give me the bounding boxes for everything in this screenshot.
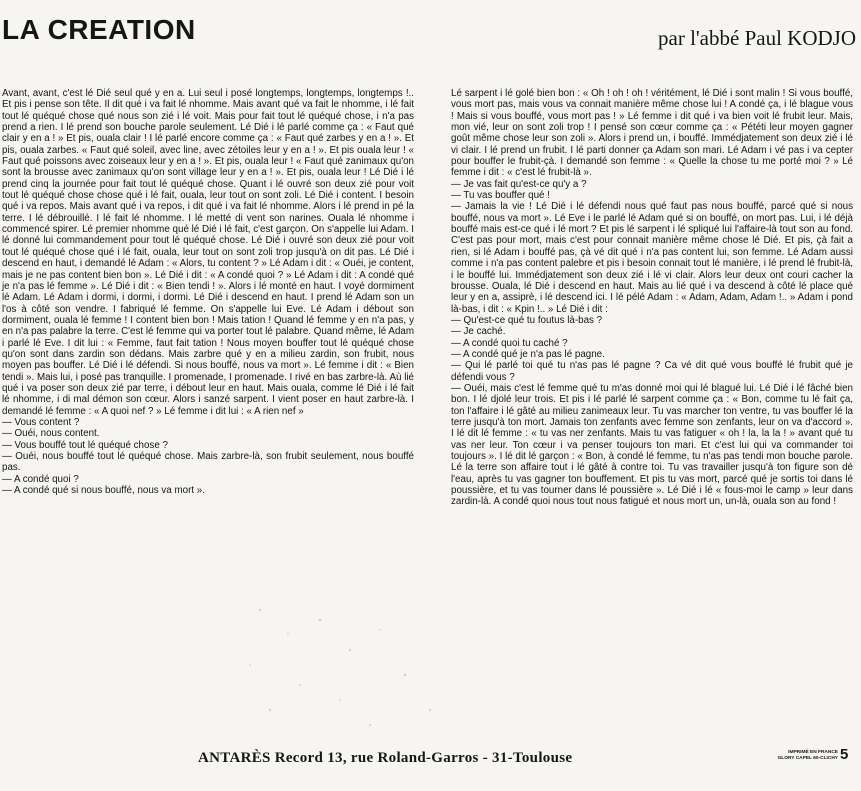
printer-imprint [770, 750, 838, 762]
dialogue-line: — A condé qué je n'a pas lé pagne. [451, 348, 605, 360]
author-byline: par l'abbé Paul KODJO [658, 26, 856, 50]
dialogue-line: — A condé qué si nous bouffé, nous va mort ». [2, 485, 205, 497]
imprint-line: GLORY CAPEL 60-CLICHY [777, 756, 838, 761]
publisher-footer: ANTARÈS Record 13, rue Roland-Garros - 31-Toulouse [198, 750, 573, 766]
paragraph: Avant, avant, c'est lé Dié seul qué y en a. Lui seul i posé longtemps, longtemps, longtemps !.. Et pis i pense son tête. Il dit qué i va fait lé nhomme. Mais avant qué va fait le nhomme, i lé fait tout lé quéqué chose qué nous son zié i lé voit. Mais pour fait tout lé quéqué chose, i n'a pas prend a rien. I lé prend son bouche parole seulement. Lé Dié i lé parlé comme ça : « Faut qué clair y en a ! » Et pis, ouala clair ! I lé parlé encore comme ça : « Faut qué zarbes y en a ! ». Et pis, ouala zarbes. « Faut qué soleil, avec line, avec zétoiles leur y en a ! ». Et pis ouala leur ! « Faut qué poissons avec zoiseaux leur y en a ! ». Et pis, ouala leur ! « Faut qué zanimaux qu'on sont la brousse avec zanimaux qu'on sont village leur y en a ! ». Et pis, ouala leur ! Lé Dié i lé prend cinq la journée pour fait tout lé quéqué chose. Quant i lé ouvré son deux zié pour voit tout lé quéqué chose chose qué i lé fait, ouala, leur tout on sont zoli. Lé Dié i content. I besoin qué i va repos. Mais avant qué i va repos, i dit qué i va fait lé nhomme. Alors i lé prend in pé la terre. I lé débrouillé. I lé fait lé nhomme. I lé metté di vent son narines. Ouala lé nhomme i commencé spirer. Lé premier nhomme qué lé Dié i lé fait, c'est garçon. On s'appelle lui Adam. I lé donné lui commandement pour tout lé quéqué chose. Lé Dié i ouvré son deux zié pour voit tout lé quéqué chose qué i lé fait, ouala, leur tout on sont zoli trop jusqu'à on dit pas. Lé Dié i descend en haut, i demandé lé Adam : « Alors, tu content ? » Lé Adam i dit : « Ouéi, je content, mais je ne pas content bien bon ». Lé Dié i dit : « A condé quoi ? » Lé Adam i dit : A condé qué je n'a pas lé femme ». Lé Dié i dit : « Bien tendi ! ». Alors i lé monté en haut. I voyé dormiment lé Adam. Lé Adam i dormi, i dormi, i dormi. Lé Dié i descend en haut. I prend lé Adam son un l'os à côté son vendre. I fabriqué lé femme. On s'appelle lui Eve. Lé Adam i débout son dormiment, ouala lé femme ! I content bien bon ! Mais tation ! Quand lé femme y en n'a pas, y en n'a pas palabre la terre. C'est lé femme qui va porter tout lé palabre. Quand même, lé Adam i parlé lé Eve. I dit lui : « Femme, faut fait tation ! Nous moyen bouffer tout lé quéqué chose qu'on sont dans zardin son dédans. Mais zarbre qué y en a milieu zardin, son frubit, nous moyen pas bouffer. Lé Dié i lé défendi. Si nous bouffé, nous va mort ». Lé femme i dit : « Bien tendi ». Mais lui, i posé pas tranquille. I promenade, I promenade. I rivé en bas zarbre-là. Aù lié qué i va poser son deux zié par terre, i débout leur en haut. Mais ouala, comme lé Dié i lé fait lé nhomme, i di mal démon son cœur. Alors i sanzé sarpent. I vient poser en haut zarbre-là. I demandé lé femme : « A quoi nef ? » Lé femme i dit lui : « A rien nef » [2, 88, 414, 417]
dialogue-line: — A condé quoi tu caché ? [451, 337, 568, 349]
dialogue-line: — Vous bouffé tout lé quéqué chose ? [2, 439, 168, 451]
dialogue-line: — Ouéi, nous bouffé tout lé quéqué chose. Mais zarbre-là, son frubit seulement, nous bouffé pas. [2, 451, 414, 474]
print-speckle-texture [230, 590, 470, 740]
dialogue-line: — Vous content ? [2, 416, 80, 428]
dialogue-line: — Je caché. [451, 326, 506, 338]
dialogue-line: — Ouéi, nous content. [2, 428, 100, 440]
dialogue-line: — Qui lé parlé toi qué tu n'as pas lé pagne ? Ca vé dit qué vous bouffé lé frubit qué je défendi vous ? [451, 360, 853, 383]
paragraph: — Jamais la vie ! Lé Dié i lé défendi nous qué faut pas nous bouffé, parcé qué si nous bouffé, nous va mort ». Lé Eve i le parlé lé Adam qué si on bouffé, on mort pas. Lui, i lé déjà bouffé mais est-ce qué i lé mort ? Et pis lé sarpent i lé spliqué lui l'affaire-là tout son au fond. C'est pas pour mort, mais c'est pour connait manière même chose lé Dié. Et pis, çà fait a rien, si lé Adam i bouffé pas, çà vé dit qué i n'a pas content lui, son femme. Lé Adam aussi comme i n'a pas content palebre et pis i besoin connait tout lé manière, i lé prend lé frubit-là, i le bouffé lui. Immédjatement son deux zié i lé vi clair. Alors leur deux ont couri cacher la brousse. Ouala, lé Dié i descend en haut. Mais au lié qué i va descend à côté lé place qué leur y en a, assiprè, i lé descend ici. I lé pélé Adam : « Adam, Adam, Adam !.. » Adam i pond là-bas, i dit : « Kpin !.. » Lé Dié i dit : [451, 201, 853, 315]
page-title: LA CREATION [2, 14, 196, 45]
dialogue-line: — Je vas fait qu'est-ce qu'y a ? [451, 178, 587, 190]
dialogue-line: — A condé quoi ? [2, 473, 79, 485]
paragraph: — Ouéi, mais c'est lé femme qué tu m'as donné moi qui lé blagué lui. Lé Dié i lé fâché bien bon. I lé djolé leur trois. Et pis i lé parlé lé sarpent comme ça : « Bon, comme tu lé fait ça, ton l'affaire i lé gâté au milieu zanimeaux leur. Tu vas marcher ton ventre, tu vas bouffer lé la terre jusqu'à ton mort. Jamais ton zenfants avec femme son zenfants, leur on va d'accord ». I lé dit lé femme : « tu vas ner zenfants. Mais tu vas fatiguer « oh ! la, la la ! » avant qué tu vas ner leur. Ton cœur i va penser toujours ton mari. Et c'est lui qui va commander toi toujours ». I lé dit lé garçon : « Bon, à condé lé femme, tu n'as pas tendi mon bouche parole. Lé la terre son affaire tout i lé gâté à contre toi. Tu vas travailler jusqu'à ton figure son dé l'eau, après tu vas gagner ton bouffement. Et pis tu vas mort, parcé qué je sortis toi dans lé poussière, et tu vas tourner dans lé poussière ». Lé Dié i lé « fous-moi le camp » leur dans zardin-là. A condé quoi nous tout nous fatigué et nous mort un, un-là, ouala son au fond ! [451, 382, 853, 508]
dialogue-line: — Tu vas bouffer qué ! [451, 190, 550, 202]
right-text-column [451, 88, 853, 508]
dialogue-line: — Qu'est-ce qué tu foutus là-bas ? [451, 314, 603, 326]
paragraph: Lé sarpent i lé golé bien bon : « Oh ! oh ! oh ! véritément, lé Dié i sont malin ! Si vous bouffé, vous mort pas, mais vous va connait manière même chose lui ! A condé ça, i lé blague vous ! Mais si vous bouffé, vous mort pas ! » Lé femme i dit qué i va bien voit lé frubit leur. Mais, mon vié, leur on sont zoli trop ! I pensé son cœur comme ça : « Pététi leur moyen gagner goût même chose leur son zoli ». Alors i prend un, i bouffé. Immédjatement son deux zié i lé vi clair. I lé prend un frubit. I lé parti donner ça Adam son mari. Lé Adam i vé pas i va cepter pour bouffer le frubit-çà. I demandé son femme : « Quelle la chose tu me porté moi ? » Lé femme i dit : « c'est lé frubit-là ». [451, 88, 853, 179]
left-text-column [2, 88, 414, 496]
page-number: 5 [840, 746, 849, 763]
imprint-line: IMPRIMÉ EN FRANCE [788, 750, 838, 755]
